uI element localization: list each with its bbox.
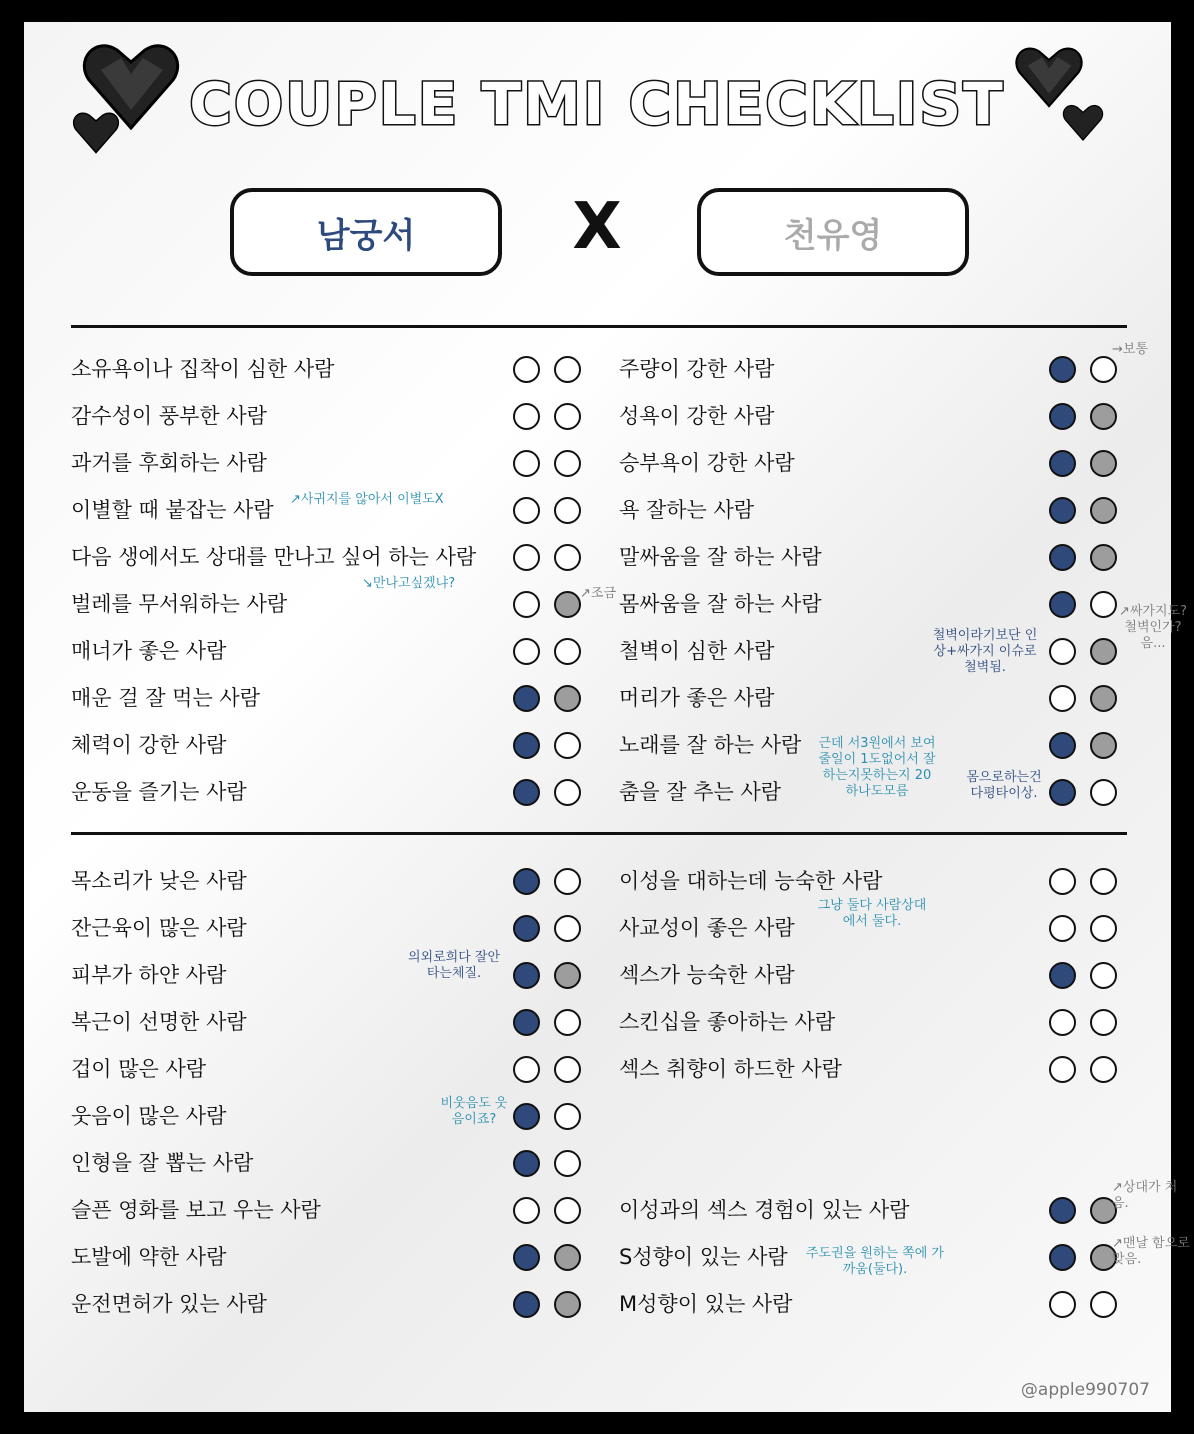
note: ↗조금 [580,586,617,601]
checklist-row [619,401,1120,431]
checklist-item-label: 사교성이 좋은 사람 [619,916,795,940]
check-circle-person1[interactable] [1049,497,1076,524]
check-circle-person2[interactable] [554,1150,581,1177]
check-circle-person1[interactable] [513,356,540,383]
check-circle-person2[interactable] [1090,403,1117,430]
check-circle-person2[interactable] [1090,915,1117,942]
checklist-row [71,1054,584,1084]
check-circle-person2[interactable] [1090,962,1117,989]
check-circle-person2[interactable] [1090,638,1117,665]
check-circle-person2[interactable] [554,1103,581,1130]
check-circle-person2[interactable] [554,1056,581,1083]
divider-top [71,325,1127,328]
checklist-row [619,1148,1120,1178]
checklist-item-label: 노래를 잘 하는 사람 [619,733,802,757]
check-circle-person2[interactable] [554,868,581,895]
checklist-item-label: 춤을 잘 추는 사람 [619,780,782,804]
checklist-row [619,589,1120,619]
checklist-row [619,683,1120,713]
checklist-row [71,1195,584,1225]
check-circle-person1[interactable] [513,1150,540,1177]
name-box-right: 천유영 [697,188,969,276]
checklist-row [619,960,1120,990]
check-circle-person1[interactable] [1049,1197,1076,1224]
checklist-item-label: 도발에 약한 사람 [71,1245,227,1269]
check-circle-person2[interactable] [554,403,581,430]
note: →보통 [1112,342,1149,357]
check-circle-person1[interactable] [513,1244,540,1271]
check-circle-person1[interactable] [513,450,540,477]
check-circle-person1[interactable] [1049,450,1076,477]
checklist-item-label: 잔근육이 많은 사람 [71,916,247,940]
checklist-item-label: 운전면허가 있는 사람 [71,1292,267,1316]
checklist-row [71,730,584,760]
check-circle-person2[interactable] [554,544,581,571]
check-circle-person1[interactable] [1049,1291,1076,1318]
check-circle-person1[interactable] [513,544,540,571]
check-circle-person1[interactable] [513,732,540,759]
check-circle-person2[interactable] [554,962,581,989]
check-circle-person1[interactable] [1049,779,1076,806]
checklist-row [71,960,584,990]
check-circle-person2[interactable] [554,497,581,524]
separator-x: X [572,190,622,264]
checklist-row [71,1007,584,1037]
checklist-item-label: 이별할 때 붙잡는 사람 [71,498,274,522]
checklist-item-label: 욕 잘하는 사람 [619,498,755,522]
check-circle-person1[interactable] [513,638,540,665]
checklist-row [619,448,1120,478]
checklist-row [71,542,584,572]
check-circle-person2[interactable] [1090,868,1117,895]
checklist-row [71,913,584,943]
checklist-item-label: 복근이 선명한 사람 [71,1010,247,1034]
checklist-item-label: S성향이 있는 사람 [619,1245,788,1269]
checklist-item-label: 목소리가 낮은 사람 [71,869,247,893]
checklist-item-label: 주량이 강한 사람 [619,357,775,381]
checklist-item-label: 슬픈 영화를 보고 우는 사람 [71,1198,321,1222]
check-circle-person1[interactable] [513,591,540,618]
check-circle-person1[interactable] [1049,1244,1076,1271]
check-circle-person2[interactable] [554,356,581,383]
check-circle-person1[interactable] [1049,544,1076,571]
note: 그냥 둘다 사람상대에서 둘다. [817,898,927,929]
check-circle-person1[interactable] [513,1056,540,1083]
check-circle-person1[interactable] [1049,403,1076,430]
checklist-item-label: 철벽이 심한 사람 [619,639,775,663]
check-circle-person2[interactable] [1090,732,1117,759]
checklist-item-label: 스킨십을 좋아하는 사람 [619,1010,836,1034]
check-circle-person1[interactable] [1049,1009,1076,1036]
note: 주도권을 원하는 쪽에 가까움(둘다). [806,1246,944,1277]
checklist-row [619,354,1120,384]
checklist-row [619,542,1120,572]
check-circle-person2[interactable] [554,638,581,665]
check-circle-person1[interactable] [513,1103,540,1130]
check-circle-person1[interactable] [513,1291,540,1318]
check-circle-person1[interactable] [513,962,540,989]
check-circle-person1[interactable] [513,685,540,712]
checklist-row [619,495,1120,525]
check-circle-person2[interactable] [554,1244,581,1271]
checklist-item-label: M성향이 있는 사람 [619,1292,793,1316]
checklist-item-label: 이성을 대하는데 능숙한 사람 [619,869,883,893]
check-circle-person2[interactable] [554,915,581,942]
checklist-item-label: 성욕이 강한 사람 [619,404,775,428]
check-circle-person1[interactable] [513,1197,540,1224]
checklist-item-label: 다음 생에서도 상대를 만나고 싶어 하는 사람 [71,545,477,569]
checklist-item-label: 체력이 강한 사람 [71,733,227,757]
checklist-row [619,1054,1120,1084]
check-circle-person1[interactable] [1049,638,1076,665]
checklist-item-label: 이성과의 섹스 경험이 있는 사람 [619,1198,910,1222]
page-title: COUPLE TMI CHECKLIST [189,70,1005,138]
checklist-item-label: 겁이 많은 사람 [71,1057,207,1081]
check-circle-person1[interactable] [1049,915,1076,942]
checklist-item-label: 말싸움을 잘 하는 사람 [619,545,822,569]
note: ↗싸가지도? 철벽인가? 음... [1118,604,1188,651]
check-circle-person2[interactable] [1090,779,1117,806]
credit-handle: @apple990707 [1020,1380,1150,1400]
check-circle-person2[interactable] [1090,497,1117,524]
check-circle-person2[interactable] [554,1197,581,1224]
checklist-item-label: 벌레를 무서워하는 사람 [71,592,288,616]
note: ↗상대가 처음. [1112,1180,1178,1211]
check-circle-person2[interactable] [1090,1009,1117,1036]
checklist-item-label: 매운 걸 잘 먹는 사람 [71,686,260,710]
checklist-item-label: 섹스가 능숙한 사람 [619,963,795,987]
check-circle-person2[interactable] [554,685,581,712]
check-circle-person1[interactable] [1049,591,1076,618]
note: ↘만나고싶겠냐? [362,576,456,591]
name-box-left: 남궁서 [230,188,502,276]
checklist-row [71,866,584,896]
checklist-row [619,866,1120,896]
checklist-row [619,1101,1120,1131]
check-circle-person2[interactable] [554,1291,581,1318]
check-circle-person1[interactable] [513,497,540,524]
check-circle-person1[interactable] [1049,732,1076,759]
checklist-row [71,589,584,619]
check-circle-person2[interactable] [1090,591,1117,618]
checklist-row [71,1148,584,1178]
divider-middle [71,832,1127,835]
check-circle-person2[interactable] [1090,1056,1117,1083]
check-circle-person1[interactable] [513,868,540,895]
note: 의외로희다 잘안타는체질. [407,950,501,981]
checklist-row [71,448,584,478]
check-circle-person1[interactable] [1049,1056,1076,1083]
checklist-item-label: 운동을 즐기는 사람 [71,780,247,804]
checklist-item-label: 웃음이 많은 사람 [71,1104,227,1128]
check-circle-person2[interactable] [554,591,581,618]
checklist-item-label: 감수성이 풍부한 사람 [71,404,267,428]
checklist-item-label: 소유욕이나 집착이 심한 사람 [71,357,335,381]
checklist-item-label: 섹스 취향이 하드한 사람 [619,1057,842,1081]
check-circle-person2[interactable] [554,1009,581,1036]
checklist-row [71,777,584,807]
check-circle-person1[interactable] [1049,962,1076,989]
checklist-item-label: 과거를 후회하는 사람 [71,451,267,475]
checklist-row [619,1007,1120,1037]
checklist-row [71,354,584,384]
check-circle-person1[interactable] [513,1009,540,1036]
check-circle-person2[interactable] [1090,544,1117,571]
note: 비웃음도 웃음이죠? [440,1096,508,1127]
check-circle-person1[interactable] [513,915,540,942]
checklist-item-label: 머리가 좋은 사람 [619,686,775,710]
checklist-row [71,683,584,713]
check-circle-person2[interactable] [1090,1291,1117,1318]
check-circle-person2[interactable] [1090,450,1117,477]
check-circle-person2[interactable] [1090,356,1117,383]
check-circle-person1[interactable] [1049,868,1076,895]
note: ↗사귀지를 않아서 이별도X [290,492,444,507]
check-circle-person2[interactable] [1090,685,1117,712]
check-circle-person1[interactable] [1049,356,1076,383]
check-circle-person2[interactable] [554,450,581,477]
check-circle-person1[interactable] [513,779,540,806]
checklist-row [71,1242,584,1272]
checklist-item-label: 인형을 잘 뽑는 사람 [71,1151,254,1175]
checklist-row [619,1289,1120,1319]
check-circle-person2[interactable] [554,732,581,759]
check-circle-person1[interactable] [513,403,540,430]
check-circle-person1[interactable] [1049,685,1076,712]
checklist-row [71,401,584,431]
check-circle-person2[interactable] [554,779,581,806]
checklist-row [71,1289,584,1319]
checklist-row [619,636,1120,666]
checklist-row [619,1195,1120,1225]
note: 철벽이라기보단 인상+싸가지 이슈로 철벽됨. [932,628,1038,675]
checklist-item-label: 매너가 좋은 사람 [71,639,227,663]
checklist-item-label: 몸싸움을 잘 하는 사람 [619,592,822,616]
note: ↗맨날 함으로 맞음. [1112,1236,1190,1267]
note: 몸으로하는건 다평타이상. [966,770,1042,801]
checklist-item-label: 피부가 하얀 사람 [71,963,227,987]
note: 근데 서3원에서 보여줄일이 1도없어서 잘하는지못하는지 20하나도모름 [818,736,936,799]
checklist-item-label: 승부욕이 강한 사람 [619,451,795,475]
checklist-row [71,636,584,666]
